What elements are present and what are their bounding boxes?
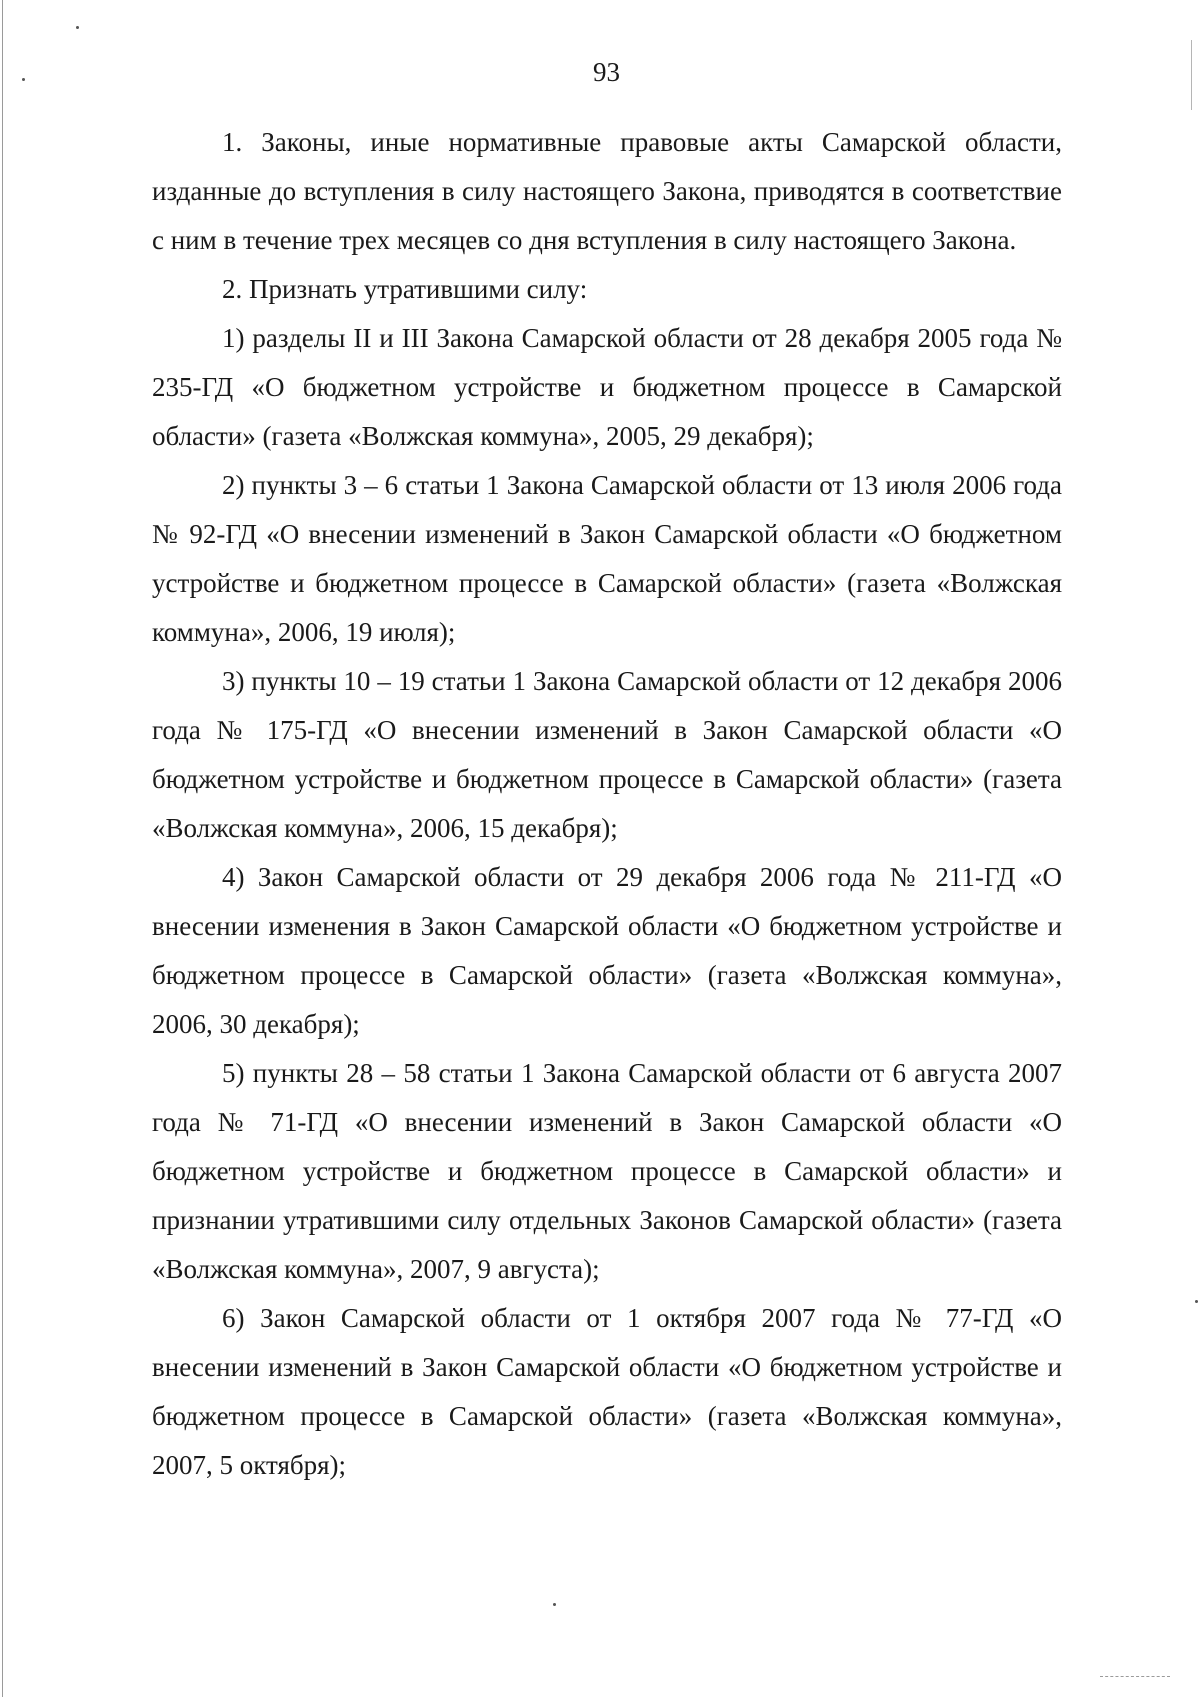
- scan-speck: [553, 1603, 556, 1606]
- document-body: [152, 118, 1062, 1490]
- list-item-5: 5) пункты 28 – 58 статьи 1 Закона Самарской области от 6 августа 2007 года № 71-ГД «О внесении изменений в Закон Самарской области «О бюджетном устройстве и бюджетном процессе в Самарской области» и признании утратившими силу отдельных Законов Самарской области» (газета «Волжская коммуна», 2007, 9 августа);: [152, 1058, 1062, 1284]
- list-item-2: 2) пункты 3 – 6 статьи 1 Закона Самарской области от 13 июля 2006 года № 92-ГД «О внесении изменений в Закон Самарской области «О бюджетном устройстве и бюджетном процессе в Самарской области» (газета «Волжская коммуна», 2006, 19 июля);: [152, 470, 1062, 647]
- page-number: 93: [593, 57, 620, 87]
- paragraph-2: 2. Признать утратившими силу:: [222, 274, 588, 304]
- scan-footer-marks: [1100, 1676, 1170, 1679]
- scan-edge-left: [2, 0, 3, 1697]
- list-item-3: 3) пункты 10 – 19 статьи 1 Закона Самарской области от 12 декабря 2006 года № 175-ГД «О внесении изменений в Закон Самарской области «О бюджетном устройстве и бюджетном процессе в Самарской области» (газета «Волжская коммуна», 2006, 15 декабря);: [152, 666, 1062, 843]
- list-item-4: 4) Закон Самарской области от 29 декабря 2006 года № 211-ГД «О внесении изменения в Закон Самарской области «О бюджетном устройстве и бюджетном процессе в Самарской области» (газета «Волжская коммуна», 2006, 30 декабря);: [152, 862, 1062, 1039]
- list-item-6: 6) Закон Самарской области от 1 октября 2007 года № 77-ГД «О внесении изменений в Закон Самарской области «О бюджетном устройстве и бюджетном процессе в Самарской области» (газета «Волжская коммуна», 2007, 5 октября);: [152, 1303, 1062, 1480]
- paragraph-1: 1. Законы, иные нормативные правовые акты Самарской области, изданные до вступления в силу настоящего Закона, приводятся в соответствие с ним в течение трех месяцев со дня вступления в силу настоящего Закона.: [152, 127, 1062, 255]
- list-item-1: 1) разделы II и III Закона Самарской области от 28 декабря 2005 года № 235-ГД «О бюджетном устройстве и бюджетном процессе в Самарской области» (газета «Волжская коммуна», 2005, 29 декабря);: [152, 323, 1062, 451]
- scan-speck: [76, 26, 79, 29]
- scan-speck: [1195, 1300, 1198, 1303]
